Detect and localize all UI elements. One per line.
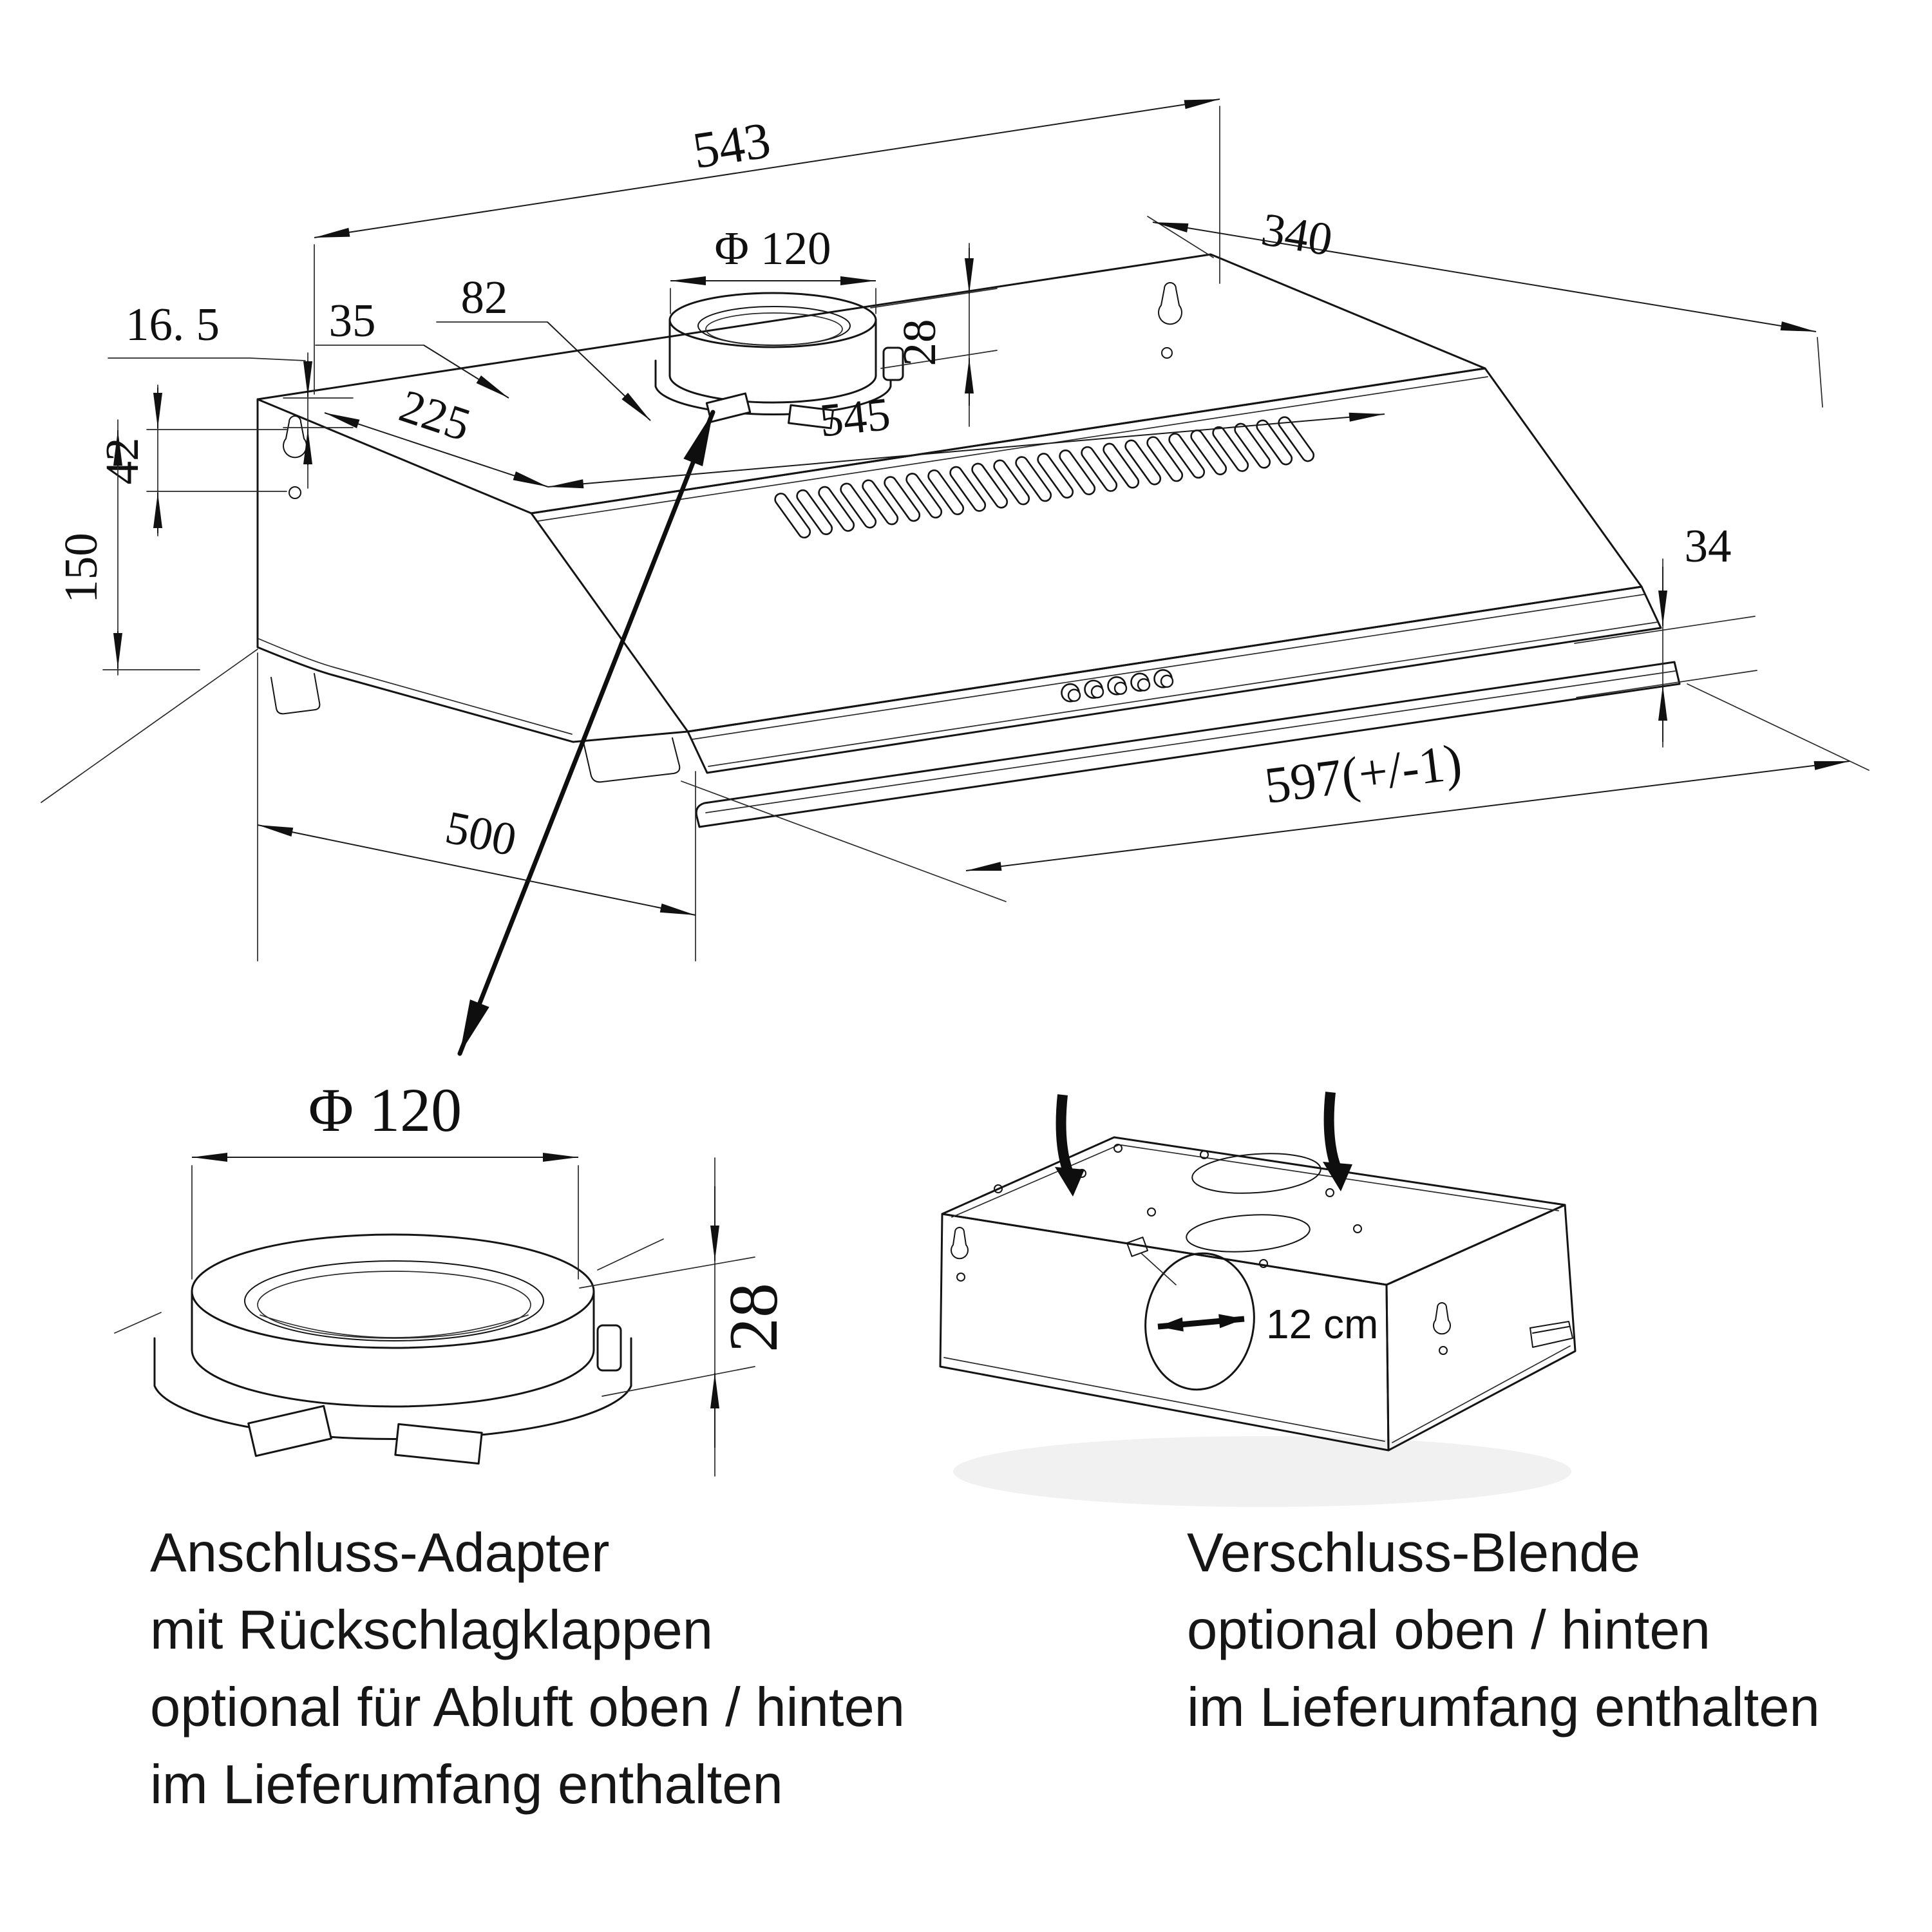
adapter-caption-line-1: Anschluss-Adapter (150, 1522, 610, 1584)
blende-caption-line-2: optional oben / hinten (1187, 1600, 1710, 1661)
dim-545-label: 545 (817, 387, 893, 447)
blende-box (940, 1092, 1575, 1450)
hole-diameter-label: 12 cm (1266, 1301, 1379, 1347)
dim-bottom-depth (258, 653, 696, 961)
mounting-keyhole-right (1159, 283, 1182, 358)
dim-overall-width (681, 684, 1869, 902)
dim-34-label: 34 (1684, 520, 1732, 572)
dim-right-depth (1148, 203, 1823, 407)
adapter-28-label: 28 (715, 1283, 792, 1352)
dim-duct-offset (437, 271, 650, 421)
adapter-phi120-label: Φ 120 (308, 1075, 462, 1144)
dim-165-label: 16. 5 (126, 298, 220, 350)
screw-holes (994, 1144, 1361, 1267)
dim-visor-height (1575, 520, 1757, 747)
hood-body (258, 254, 1680, 827)
adapter-caption-line-3: optional für Abluft oben / hinten (150, 1677, 905, 1738)
dim-35-label: 35 (328, 294, 376, 346)
dim-left-depth (325, 379, 548, 487)
adapter-detail (115, 1075, 905, 1815)
dim-phi120-label: Φ 120 (714, 222, 831, 274)
blende-caption (1187, 1522, 1820, 1738)
adapter-caption-line-2: mit Rückschlagklappen (150, 1600, 714, 1661)
blende-caption-line-1: Verschluss-Blende (1187, 1522, 1640, 1584)
dim-543-label: 543 (689, 111, 775, 180)
dim-225-label: 225 (393, 379, 477, 451)
dim-500-label: 500 (441, 800, 521, 866)
blende-hole (1138, 1247, 1379, 1396)
hood-isometric-view (41, 99, 1869, 1054)
dim-82-label: 82 (460, 271, 508, 323)
dim-150-label: 150 (55, 533, 107, 603)
dim-42-label: 42 (96, 437, 148, 485)
dim-597-label: 597(+/-1) (1261, 734, 1465, 815)
shadow (953, 1436, 1571, 1507)
mounting-keyhole-left (283, 416, 307, 498)
dimensions (55, 99, 1869, 961)
adapter-caption (150, 1522, 905, 1815)
dim-340-label: 340 (1258, 202, 1336, 266)
dim-adapter-diameter (192, 1075, 578, 1279)
dim-adapter-height (580, 1158, 792, 1476)
dim-28-label: 28 (893, 319, 945, 366)
blende-detail (940, 1092, 1820, 1738)
adapter-caption-line-4: im Lieferumfang enthalten (150, 1754, 783, 1815)
blende-caption-line-3: im Lieferumfang enthalten (1187, 1677, 1820, 1738)
dim-duct-height (871, 243, 997, 426)
adapter-ring (115, 1235, 663, 1464)
